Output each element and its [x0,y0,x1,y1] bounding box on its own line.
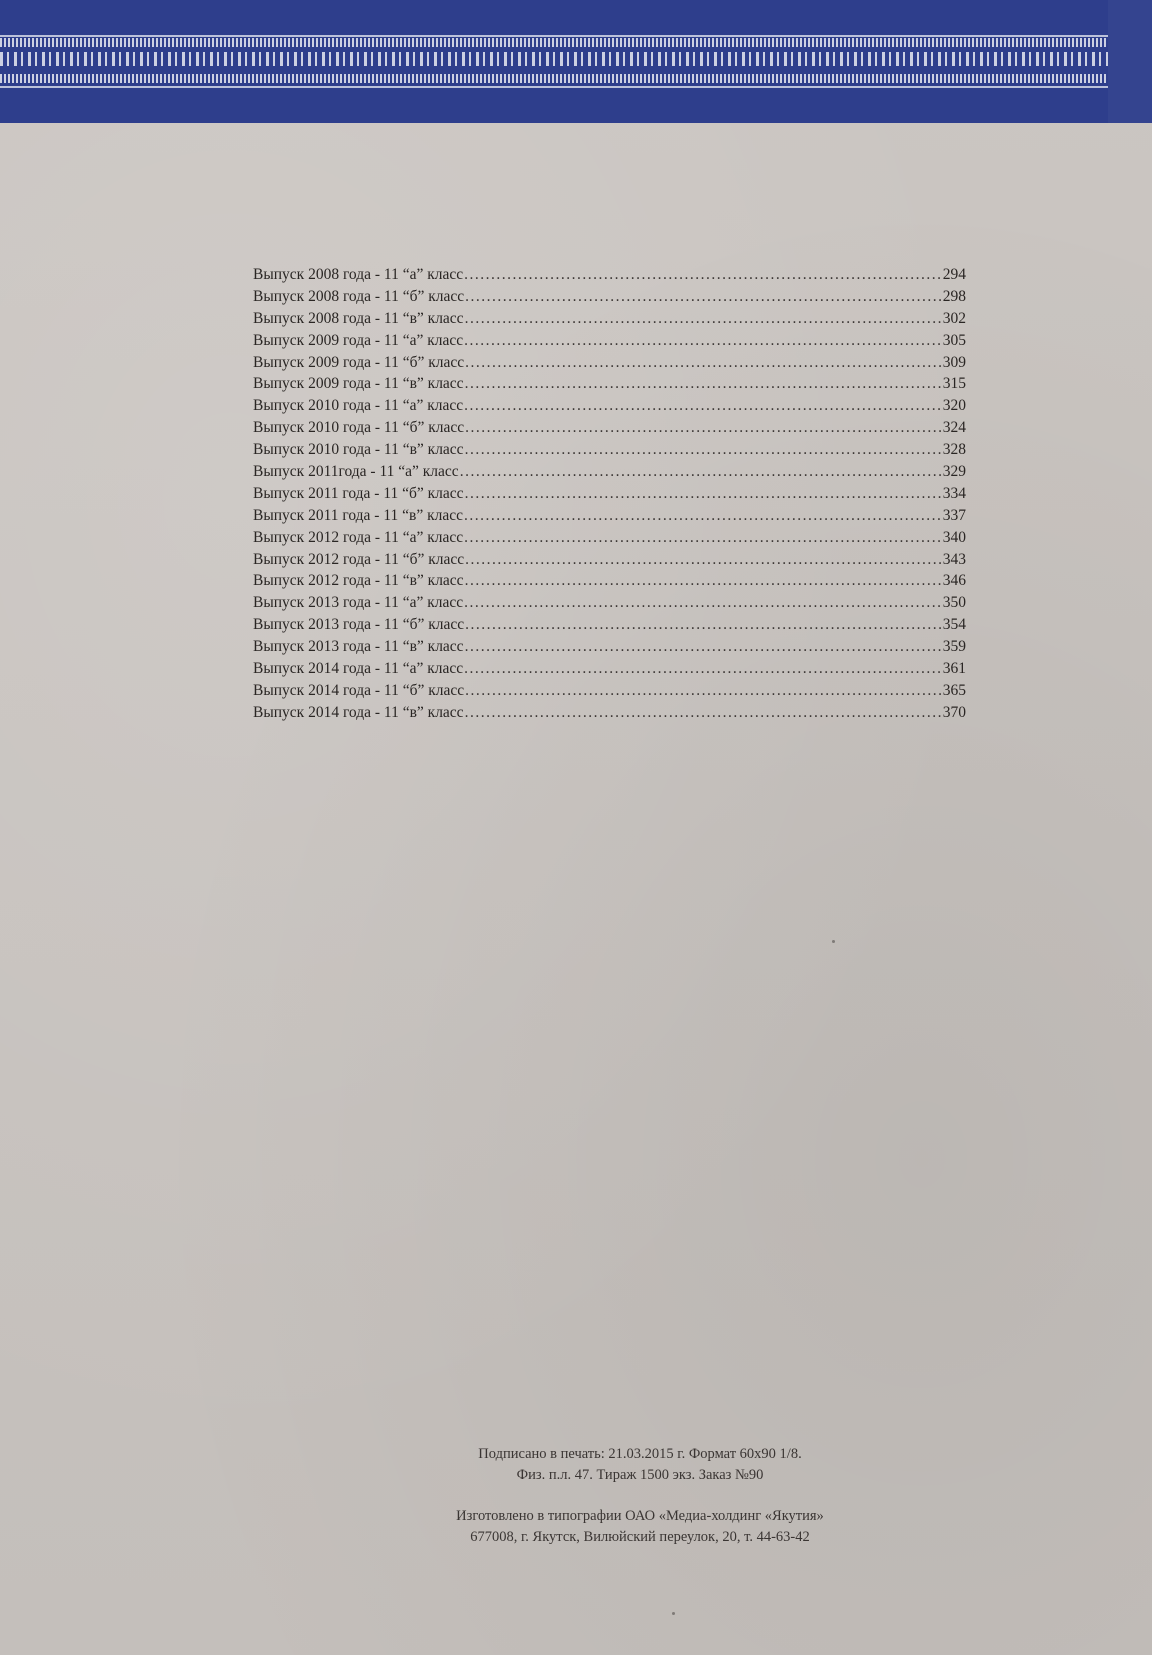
toc-entry-page: 305 [942,331,966,349]
toc-entry-page: 320 [942,397,966,415]
toc-dot-leader [464,592,942,614]
printer-info-line: Изготовлено в типографии ОАО «Медиа-холдинг «Якутия» [456,1508,824,1524]
toc-entry [253,505,966,527]
toc-entry-page: 340 [942,528,966,546]
toc-entry-title: Выпуск 2014 года - 11 “б” класс [253,681,465,699]
toc-entry [253,352,966,374]
toc-entry-title: Выпуск 2012 года - 11 “а” класс [253,528,464,546]
toc-entry-title: Выпуск 2010 года - 11 “в” класс [253,441,464,459]
toc-entry [253,483,966,505]
toc-dot-leader [464,264,942,286]
toc-dot-leader [465,308,942,330]
toc-entry-page: 346 [942,572,966,590]
toc-entry [253,373,966,395]
toc-entry [253,527,966,549]
toc-entry-title: Выпуск 2009 года - 11 “в” класс [253,375,464,393]
toc-entry [253,264,966,286]
ornament-pattern [0,52,1152,66]
toc-entry [253,570,966,592]
toc-entry-title: Выпуск 2009 года - 11 “б” класс [253,353,465,371]
decorative-header-band [0,0,1152,123]
toc-entry [253,592,966,614]
toc-entry [253,614,966,636]
toc-entry-title: Выпуск 2013 года - 11 “б” класс [253,616,465,634]
toc-entry [253,680,966,702]
toc-entry [253,439,966,461]
toc-entry [253,461,966,483]
toc-dot-leader [465,549,942,571]
toc-entry-title: Выпуск 2012 года - 11 “б” класс [253,550,465,568]
toc-entry-title: Выпуск 2012 года - 11 “в” класс [253,572,464,590]
toc-dot-leader [465,352,942,374]
toc-entry-page: 329 [942,463,966,481]
toc-entry [253,395,966,417]
toc-entry-title: Выпуск 2013 года - 11 “а” класс [253,594,464,612]
toc-dot-leader [464,527,942,549]
toc-entry-title: Выпуск 2010 года - 11 “а” класс [253,397,464,415]
toc-entry-title: Выпуск 2008 года - 11 “в” класс [253,309,464,327]
toc-entry [253,330,966,352]
toc-dot-leader [465,417,942,439]
toc-entry [253,549,966,571]
toc-entry-page: 361 [942,660,966,678]
table-of-contents [253,264,966,724]
band-edge [1108,0,1152,123]
toc-entry-page: 298 [942,287,966,305]
ornament-stripe [0,74,1152,83]
toc-entry-title: Выпуск 2014 года - 11 “а” класс [253,660,464,678]
toc-dot-leader [465,702,942,724]
toc-dot-leader [465,614,942,636]
toc-entry-page: 315 [942,375,966,393]
toc-entry-page: 337 [942,506,966,524]
toc-dot-leader [465,680,942,702]
toc-dot-leader [464,658,942,680]
print-info-line: Физ. п.л. 47. Тираж 1500 экз. Заказ №90 [516,1467,764,1483]
toc-entry-title: Выпуск 2008 года - 11 “а” класс [253,266,464,283]
toc-entry [253,702,966,724]
toc-entry-title: Выпуск 2014 года - 11 “в” класс [253,703,464,721]
toc-entry-page: 370 [942,703,966,721]
print-info [420,1444,860,1486]
toc-entry-title: Выпуск 2011года - 11 “а” класс [253,463,459,481]
toc-entry-page: 309 [942,353,966,371]
toc-dot-leader [465,439,942,461]
toc-entry [253,308,966,330]
paper-speck [672,1612,675,1615]
print-info-line: Подписано в печать: 21.03.2015 г. Формат 60х90 1/8. [478,1446,802,1462]
toc-entry [253,658,966,680]
toc-dot-leader [465,286,942,308]
toc-entry-title: Выпуск 2009 года - 11 “а” класс [253,331,464,349]
toc-entry-page: 343 [942,550,966,568]
toc-entry-page: 354 [942,616,966,634]
toc-entry-page: 334 [942,484,966,502]
toc-dot-leader [464,505,942,527]
toc-entry-page: 294 [942,266,966,283]
toc-dot-leader [464,330,942,352]
ornament-line [0,35,1152,37]
toc-entry-title: Выпуск 2011 года - 11 “б” класс [253,484,464,502]
toc-entry [253,417,966,439]
toc-dot-leader [460,461,942,483]
toc-dot-leader [465,570,942,592]
toc-entry-page: 365 [942,681,966,699]
ornament-line [0,86,1152,88]
toc-dot-leader [465,483,942,505]
toc-entry-page: 328 [942,441,966,459]
toc-entry-page: 324 [942,419,966,437]
toc-entry-title: Выпуск 2008 года - 11 “б” класс [253,287,465,305]
toc-entry-title: Выпуск 2011 года - 11 “в” класс [253,506,463,524]
toc-entry [253,286,966,308]
paper-speck [832,940,835,943]
printer-info [420,1506,860,1548]
toc-entry [253,636,966,658]
toc-entry-title: Выпуск 2010 года - 11 “б” класс [253,419,465,437]
toc-entry-page: 350 [942,594,966,612]
printer-info-line: 677008, г. Якутск, Вилюйский переулок, 20, т. 44-63-42 [470,1529,810,1545]
toc-entry-page: 359 [942,638,966,656]
toc-entry-title: Выпуск 2013 года - 11 “в” класс [253,638,464,656]
toc-dot-leader [465,636,942,658]
toc-entry-page: 302 [942,309,966,327]
ornament-stripe [0,38,1152,47]
toc-dot-leader [465,373,942,395]
toc-dot-leader [464,395,942,417]
